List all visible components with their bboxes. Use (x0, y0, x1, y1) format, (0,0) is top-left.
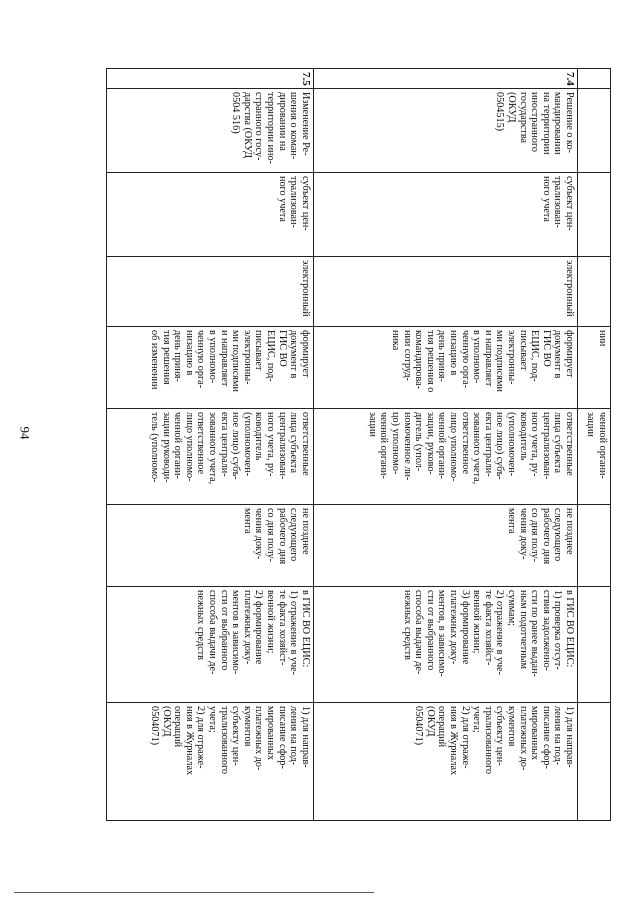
responsible-text-line: ответственные (564, 412, 575, 476)
processing-text-line: ментов, в зависимо- (436, 590, 448, 677)
processing-text-line: сти по ранее выдан- (529, 590, 541, 677)
processing-text-line: платежных доку- (241, 590, 253, 665)
processing-text-line: сти от выбранного (424, 590, 436, 671)
header-text: ченной органи- (597, 412, 608, 479)
num-text: 7.5 (299, 72, 312, 86)
purpose-text-line: кументов (241, 706, 253, 747)
author-text-line: субъект цен- (299, 176, 311, 231)
purpose-text-line: учета; (207, 706, 219, 733)
processing-text-line: 3) формирование (459, 590, 471, 665)
action-text-line: тия решения (160, 330, 172, 385)
cell-purpose (107, 703, 314, 821)
cell-processing (107, 587, 314, 703)
header-cell-name (578, 89, 611, 173)
name-text-line: мандировании (552, 92, 564, 155)
processing-text-line: 1) отражение в уче- (288, 590, 300, 676)
responsible-text-line: лицо уполномо- (183, 412, 195, 482)
name-text-line: на территории (540, 92, 552, 155)
table-row (313, 69, 577, 821)
header-cell-action (578, 327, 611, 409)
action-text-line: низацию в (183, 330, 195, 376)
deadline-text-line: следующего (288, 508, 300, 562)
responsible-text-line: лица субъекта (552, 412, 564, 474)
responsible-text-line: ченной органи- (172, 412, 184, 479)
action-text-line: в уполномо- (207, 330, 219, 384)
table-header-row (578, 69, 611, 821)
action-text-line: тия решения о (424, 330, 436, 393)
action-text-line: ченную орга- (459, 330, 471, 389)
purpose-text-line: субъекту цен- (230, 706, 242, 766)
action-text-line: ченную орга- (195, 330, 207, 389)
rotated-table-wrapper (106, 68, 611, 820)
responsible-text-line: ного учета, ру- (265, 412, 277, 477)
purpose-text-line: учета; (471, 706, 483, 733)
purpose-text-line: платежных до- (517, 706, 529, 771)
action-text-line: ми подписями (494, 330, 506, 392)
cell-author (313, 173, 577, 257)
responsible-text-line: централизован- (276, 412, 288, 480)
name-text-line: дарства (ОКУД (241, 92, 253, 158)
purpose-text-line: ния в Журналах (183, 706, 195, 776)
format-text-line: электронный (299, 260, 311, 317)
header-text: зации (585, 412, 597, 437)
action-text-line: день приня- (436, 330, 448, 382)
document-table (106, 68, 611, 821)
responsible-text-line: ответственное (459, 412, 471, 475)
cell-action (107, 327, 314, 409)
header-cell-responsible (578, 409, 611, 505)
author-text-line: ного учета (540, 176, 552, 222)
name-text-line: шения о коман- (288, 92, 300, 160)
header-cell-format (578, 257, 611, 327)
processing-text-line: в ГИС ВО ЕЦИС: (564, 590, 575, 668)
action-text-line: писывает (517, 330, 529, 371)
name-text-line: дировании на (276, 92, 288, 151)
deadline-text-line: не позднее (564, 508, 575, 555)
purpose-text-line: 1) для направ- (299, 706, 311, 768)
footer-divider (14, 892, 374, 893)
processing-text-line: способа выдачи де- (207, 590, 219, 675)
name-text-line: странного госу- (253, 92, 265, 161)
responsible-text-line: ное лицо) субъ- (494, 412, 506, 480)
action-text-line: ГИС ВО (276, 330, 288, 367)
action-text-line: документ в (288, 330, 300, 379)
cell-num (107, 69, 314, 89)
responsible-text-line: зации, руково- (424, 412, 436, 475)
processing-text-line: ствия задолженно- (540, 590, 552, 672)
action-text-line: командирова- (413, 330, 425, 390)
action-text-line: и направляет (482, 330, 494, 387)
action-text-line: документ в (552, 330, 564, 379)
purpose-text-line: (ОКУД (424, 706, 436, 737)
author-text-line: ного учета (276, 176, 288, 222)
processing-text-line: венной жизни; (265, 590, 277, 654)
deadline-text-line: чения доку- (253, 508, 265, 560)
cell-name (313, 89, 577, 173)
responsible-text-line: лица субъекта (288, 412, 300, 474)
cell-responsible (313, 409, 577, 505)
action-text-line: ЕЦИС, под- (529, 330, 541, 382)
deadline-text-line: не позднее (299, 508, 311, 555)
deadline-text-line: со дня полу- (265, 508, 277, 563)
processing-text-line: нежных средств (401, 590, 413, 660)
name-text-line: Изменение Ре- (299, 92, 311, 156)
author-text-line: трализован- (288, 176, 300, 228)
responsible-text-line: номоченное ли- (401, 412, 413, 481)
deadline-text-line: чения доку- (517, 508, 529, 560)
cell-deadline (107, 505, 314, 587)
action-text-line: ника (390, 330, 402, 351)
processing-text-line: в ГИС ВО ЕЦИС: (299, 590, 311, 668)
action-text-line: формирует (299, 330, 311, 378)
action-text-line: электронны- (241, 330, 253, 385)
deadline-text-line: следующего (552, 508, 564, 562)
header-cell-num (578, 69, 611, 89)
purpose-text-line: операций (436, 706, 448, 748)
cell-num (313, 69, 577, 89)
processing-text-line: 2) формирование (253, 590, 265, 665)
processing-text-line: те факта хозяйст- (276, 590, 288, 666)
action-text-line: ГИС ВО (540, 330, 552, 367)
cell-deadline (313, 505, 577, 587)
processing-text-line: суммам; (506, 590, 518, 626)
responsible-text-line: ное лицо) субъ- (230, 412, 242, 480)
responsible-text-line: зации руководи- (160, 412, 172, 483)
action-text-line: формирует (564, 330, 575, 378)
processing-text-line: ментов в зависимо- (230, 590, 242, 675)
name-text-line: иностранного (529, 92, 541, 152)
action-text-line: ЕЦИС, под- (265, 330, 277, 382)
header-cell-author (578, 173, 611, 257)
header-cell-deadline (578, 505, 611, 587)
processing-text-line: 1) проверка отсут- (552, 590, 564, 670)
purpose-text-line: 2) для отраже- (195, 706, 207, 769)
responsible-text-line: екта централи- (482, 412, 494, 477)
name-text-line: (ОКУД (506, 92, 518, 123)
author-text-line: субъект цен- (564, 176, 575, 231)
processing-text-line: те факта хозяйст- (482, 590, 494, 666)
purpose-text-line: писание сфор- (276, 706, 288, 769)
name-text-line: Решение о ко- (564, 92, 575, 153)
responsible-text-line: лицо уполномо- (448, 412, 460, 482)
purpose-text-line: операций (172, 706, 184, 748)
responsible-text-line: (уполномочен- (241, 412, 253, 477)
responsible-text-line: ченной органи- (378, 412, 390, 479)
action-text-line: день приня- (172, 330, 184, 382)
deadline-text-line: со дня полу- (529, 508, 541, 563)
deadline-text-line: мента (241, 508, 253, 534)
purpose-text-line: трализованного (482, 706, 494, 775)
purpose-text-line: платежных до- (253, 706, 265, 771)
author-text-line: трализован- (552, 176, 564, 228)
purpose-text-line: 1) для направ- (564, 706, 575, 768)
responsible-text-line: ченной органи- (436, 412, 448, 479)
purpose-text-line: 0504071) (413, 706, 425, 746)
purpose-text-line: ния в Журналах (448, 706, 460, 776)
purpose-text-line: ления на под- (288, 706, 300, 766)
cell-name (107, 89, 314, 173)
cell-processing (313, 587, 577, 703)
action-text-line: нии сотруд- (401, 330, 413, 381)
action-text-line: и направляет (218, 330, 230, 387)
action-text-line: в уполномо- (471, 330, 483, 384)
responsible-text-line: зации (366, 412, 378, 437)
purpose-text-line: мированных (265, 706, 277, 761)
purpose-text-line: трализованного (218, 706, 230, 775)
page-number: 94 (17, 426, 33, 440)
purpose-text-line: 0504071) (149, 706, 161, 746)
responsible-text-line: ного учета, ру- (529, 412, 541, 477)
table-row (107, 69, 314, 821)
responsible-text-line: зованного учета, (471, 412, 483, 485)
deadline-text-line: рабочего дня (540, 508, 552, 565)
action-text-line: низацию в (448, 330, 460, 376)
purpose-text-line: субъекту цен- (494, 706, 506, 766)
processing-text-line: способа выдачи де- (413, 590, 425, 675)
name-text-line: территории ино- (265, 92, 277, 164)
header-cell-purpose (578, 703, 611, 821)
action-text-line: электронны- (506, 330, 518, 385)
name-text-line: государства (517, 92, 529, 144)
processing-text-line: венной жизни; (471, 590, 483, 654)
responsible-text-line: ответственные (299, 412, 311, 476)
cell-action (313, 327, 577, 409)
responsible-text-line: централизован- (540, 412, 552, 480)
cell-format (313, 257, 577, 327)
purpose-text-line: (ОКУД (160, 706, 172, 737)
purpose-text-line: писание сфор- (540, 706, 552, 769)
purpose-text-line: 2) для отраже- (459, 706, 471, 769)
cell-format (107, 257, 314, 327)
cell-purpose (313, 703, 577, 821)
responsible-text-line: (уполномочен- (506, 412, 518, 477)
responsible-text-line: зованного учета, (207, 412, 219, 485)
format-text-line: электронный (564, 260, 575, 317)
responsible-text-line: екта централи- (218, 412, 230, 477)
header-cell-processing (578, 587, 611, 703)
processing-text-line: 2) отражение в уче- (494, 590, 506, 676)
name-text-line: 0504 516) (230, 92, 242, 134)
deadline-text-line: рабочего дня (276, 508, 288, 565)
cell-responsible (107, 409, 314, 505)
num-text: 7.4 (564, 72, 576, 86)
responsible-text-line: ководитель (253, 412, 265, 461)
deadline-text-line: мента (506, 508, 518, 534)
processing-text-line: ным подотчетным (517, 590, 529, 669)
responsible-text-line: ководитель (517, 412, 529, 461)
action-text-line: об изменении (149, 330, 161, 390)
purpose-text-line: кументов (506, 706, 518, 747)
responsible-text-line: цо) уполномо- (390, 412, 402, 475)
processing-text-line: нежных средств (195, 590, 207, 660)
responsible-text-line: ответственное (195, 412, 207, 475)
purpose-text-line: ления на под- (552, 706, 564, 766)
processing-text-line: сти от выбранного (218, 590, 230, 671)
action-text-line: писывает (253, 330, 265, 371)
name-text-line: 0504515) (494, 92, 506, 132)
processing-text-line: платежных доку- (448, 590, 460, 665)
header-text: нии (597, 330, 608, 347)
responsible-text-line: тель (уполномо- (149, 412, 161, 483)
cell-author (107, 173, 314, 257)
action-text-line: ми подписями (230, 330, 242, 392)
responsible-text-line: дитель (упол- (413, 412, 425, 472)
purpose-text-line: мированных (529, 706, 541, 761)
